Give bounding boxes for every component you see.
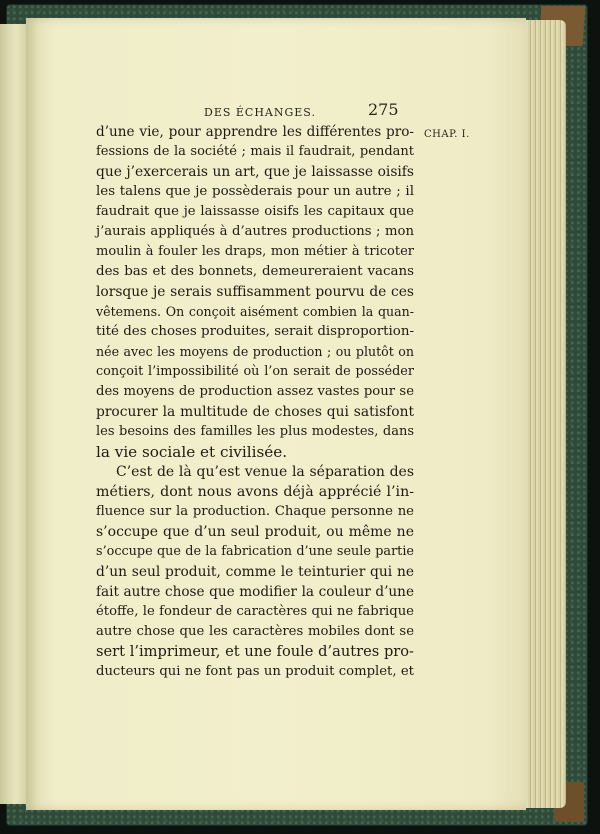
text-line: conçoit l’impossibilité où l’on serait de posséder xyxy=(96,364,414,379)
text-line: métiers, dont nous avons déjà apprécié l’in- xyxy=(96,484,414,500)
text-line: étoffe, le fondeur de caractères qui ne fabrique xyxy=(96,604,414,619)
text-line: procurer la multitude de choses qui satisfont xyxy=(96,404,414,420)
text-line: vêtemens. On conçoit aisément combien la quan- xyxy=(96,304,414,319)
text-line: des moyens de production assez vastes pour se xyxy=(96,384,414,399)
text-line: fessions de la société ; mais il faudrait, pendant xyxy=(96,144,414,159)
text-line: des bas et des bonnets, demeureraient vacans xyxy=(96,264,414,279)
text-line: tité des choses produites, serait disproportion- xyxy=(96,324,414,339)
text-line: faudrait que je laissasse oisifs les capitaux que xyxy=(96,204,414,219)
text-line: les besoins des familles les plus modestes, dans xyxy=(96,424,414,439)
running-head: DES ÉCHANGES. xyxy=(204,106,316,119)
text-line: née avec les moyens de production ; ou plutôt on xyxy=(96,344,414,359)
text-line: d’une vie, pour apprendre les différentes pro- xyxy=(96,124,414,140)
text-line: C’est de là qu’est venue la séparation des xyxy=(116,464,414,480)
text-line: ducteurs qui ne font pas un produit complet, et xyxy=(96,664,414,679)
text-line: autre chose que les caractères mobiles dont se xyxy=(96,624,414,639)
text-line: sert l’imprimeur, et une foule d’autres pro- xyxy=(96,643,414,660)
text-line: les talens que je possèderais pour un autre ; il xyxy=(96,184,414,199)
text-line: fait autre chose que modifier la couleur d’une xyxy=(96,584,414,600)
chapter-label: CHAP. I. xyxy=(424,129,470,140)
text-line: s’occupe que d’un seul produit, ou même ne xyxy=(96,524,414,540)
facing-page-edge xyxy=(0,24,26,804)
text-line: fluence sur la production. Chaque personne ne xyxy=(96,504,414,519)
text-line: d’un seul produit, comme le teinturier qui ne xyxy=(96,564,414,580)
text-line: j’aurais appliqués à d’autres productions ; mon xyxy=(96,224,414,239)
text-line: moulin à fouler les draps, mon métier à tricoter xyxy=(96,244,414,259)
text-line: que j’exercerais un art, que je laissasse oisifs xyxy=(96,164,414,180)
page-number: 275 xyxy=(368,100,399,119)
text-line: lorsque je serais suffisamment pourvu de ces xyxy=(96,284,414,300)
text-line: s’occupe que de la fabrication d’une seule partie xyxy=(96,544,414,559)
text-line: la vie sociale et civilisée. xyxy=(96,443,288,461)
